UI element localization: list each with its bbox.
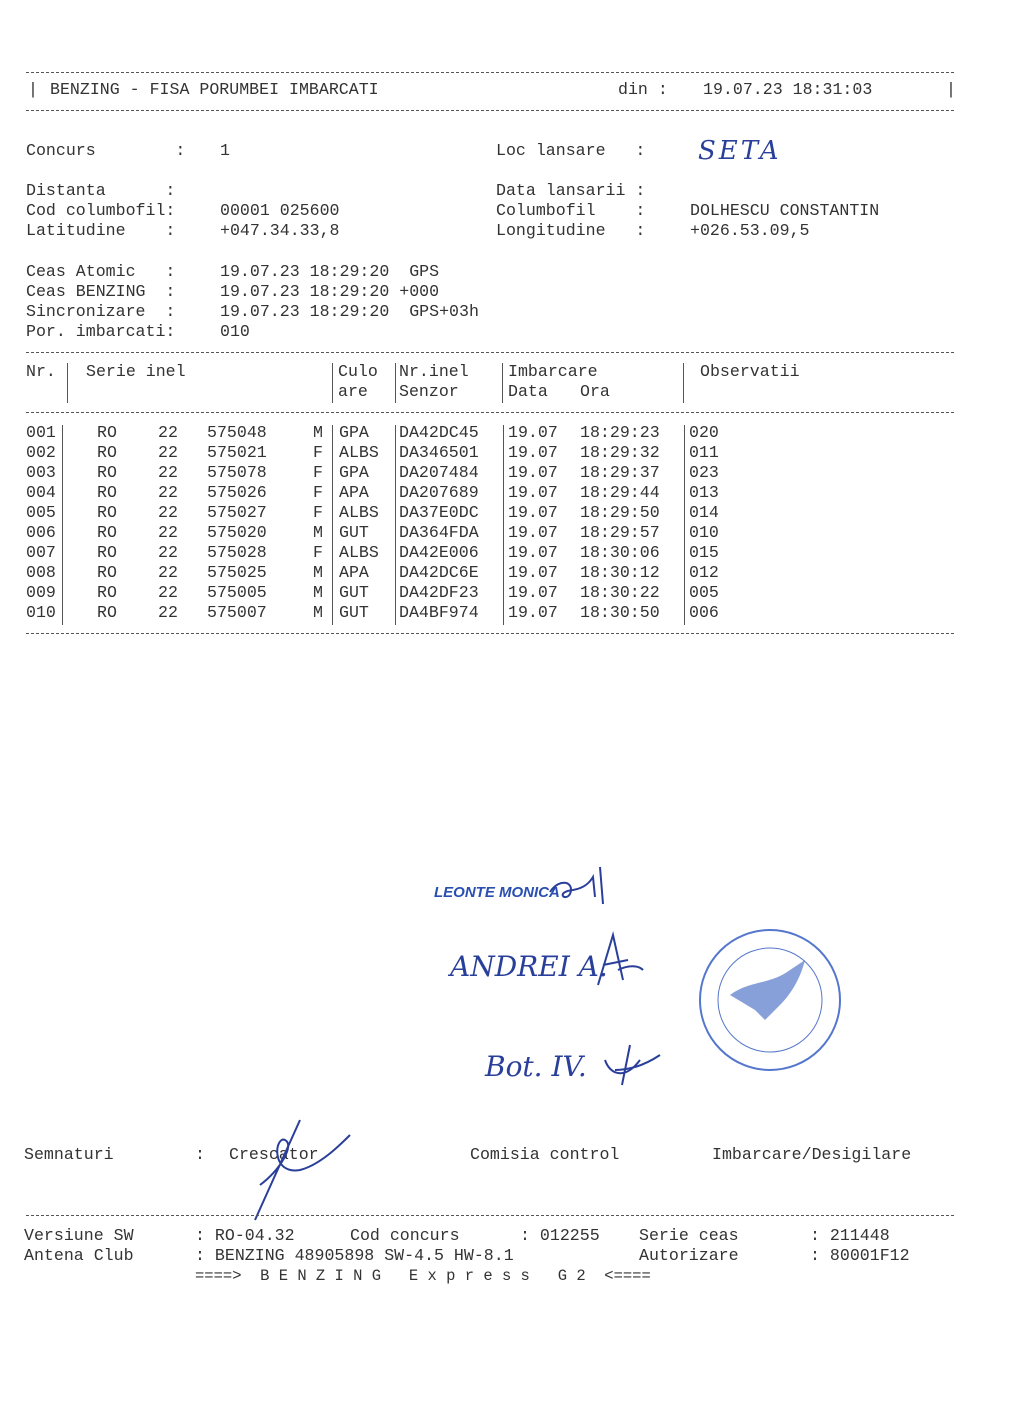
longitudine-value: +026.53.09,5 [690,221,810,240]
cell-time: 18:29:23 [580,423,660,442]
divider [26,633,954,634]
cell-nr: 003 [26,463,56,482]
cell-color: GUT [339,603,369,622]
cell-sensor: DA42E006 [399,543,479,562]
cell-country: RO [97,443,117,462]
cell-date: 19.07 [508,423,558,442]
cell-sex: M [313,603,323,622]
cell-obs: 012 [689,563,719,582]
col-culoare-2: are [338,382,368,401]
cell-color: GPA [339,423,369,442]
cell-ring: 575048 [207,423,267,442]
cell-color: APA [339,483,369,502]
header-bar-right: | [946,80,956,99]
cell-sex: M [313,523,323,542]
cell-time: 18:30:06 [580,543,660,562]
cell-sex: M [313,563,323,582]
handwritten-name-2: Bot. IV. [485,1050,587,1083]
cell-sensor: DA4BF974 [399,603,479,622]
cell-date: 19.07 [508,503,558,522]
cod-columbofil-label: Cod columbofil: [26,201,176,220]
cell-sex: M [313,583,323,602]
cell-year: 22 [158,583,178,602]
cell-country: RO [97,543,117,562]
por-imbarcati-label: Por. imbarcati: [26,322,176,341]
cell-time: 18:30:22 [580,583,660,602]
cell-date: 19.07 [508,463,558,482]
cell-country: RO [97,463,117,482]
cell-time: 18:30:50 [580,603,660,622]
header-bar-left: | [28,80,38,99]
signatures-label: Semnaturi [24,1145,114,1164]
columbofil-value: DOLHESCU CONSTANTIN [690,201,880,220]
cell-nr: 002 [26,443,56,462]
cell-color: APA [339,563,369,582]
cell-ring: 575005 [207,583,267,602]
stamp-name: LEONTE MONICA [434,884,560,901]
cell-country: RO [97,483,117,502]
cell-time: 18:30:12 [580,563,660,582]
cell-nr: 004 [26,483,56,502]
divider [62,425,63,625]
col-imbarcare: Imbarcare [508,362,598,381]
divider [26,72,954,73]
cod-concurs-label: Cod concurs [350,1226,460,1245]
cell-country: RO [97,423,117,442]
handwritten-name-1: ANDREI A. [450,950,608,983]
cell-ring: 575028 [207,543,267,562]
divider [26,1215,954,1216]
cell-year: 22 [158,543,178,562]
autorizare-label: Autorizare [639,1246,739,1265]
cell-sensor: DA42DC45 [399,423,479,442]
cell-time: 18:29:57 [580,523,660,542]
imbarcare-label: Imbarcare/Desigilare [712,1145,912,1164]
cell-year: 22 [158,483,178,502]
serie-ceas-value: : 211448 [810,1226,890,1245]
col-nr: Nr. [26,362,56,381]
cell-sex: F [313,483,323,502]
cell-time: 18:29:37 [580,463,660,482]
header-datetime: 19.07.23 18:31:03 [703,80,873,99]
latitudine-value: +047.34.33,8 [220,221,340,240]
cell-date: 19.07 [508,523,558,542]
cell-country: RO [97,563,117,582]
col-culoare-1: Culo [338,362,378,381]
cell-nr: 008 [26,563,56,582]
col-imb-ora: Ora [580,382,610,401]
cell-sex: F [313,543,323,562]
signature-1 [545,862,615,907]
col-nrinel-2: Senzor [399,382,459,401]
cell-ring: 575007 [207,603,267,622]
concurs-label: Concurs : [26,141,186,160]
divider [332,363,333,403]
col-observatii: Observatii [700,362,800,381]
crescator-signature [240,1115,360,1225]
cell-obs: 006 [689,603,719,622]
sincronizare-value: 19.07.23 18:29:20 GPS+03h [220,302,479,321]
col-imb-data: Data [508,382,548,401]
cell-sensor: DA364FDA [399,523,479,542]
cell-obs: 023 [689,463,719,482]
divider [502,363,503,403]
cell-obs: 015 [689,543,719,562]
cod-concurs-value: : 012255 [520,1226,600,1245]
ceas-atomic-label: Ceas Atomic : [26,262,176,281]
cell-nr: 007 [26,543,56,562]
por-imbarcati-value: 010 [220,322,250,341]
cell-date: 19.07 [508,543,558,562]
cell-year: 22 [158,563,178,582]
cell-color: GPA [339,463,369,482]
comisia-label: Comisia control [470,1145,620,1164]
concurs-value: 1 [220,141,230,160]
cell-country: RO [97,603,117,622]
cell-nr: 009 [26,583,56,602]
col-serie: Serie inel [86,362,186,381]
divider [684,425,685,625]
serie-ceas-label: Serie ceas [639,1226,739,1245]
cell-sensor: DA37E0DC [399,503,479,522]
divider [395,425,396,625]
cell-date: 19.07 [508,483,558,502]
cell-date: 19.07 [508,443,558,462]
data-lansarii-label: Data lansarii : [496,181,646,200]
signatures-sep: : [195,1145,205,1164]
cell-obs: 010 [689,523,719,542]
divider [26,412,954,413]
cell-nr: 001 [26,423,56,442]
ceas-benzing-value: 19.07.23 18:29:20 +000 [220,282,440,301]
cell-country: RO [97,583,117,602]
cell-date: 19.07 [508,583,558,602]
divider [26,352,954,353]
cell-date: 19.07 [508,563,558,582]
cell-ring: 575025 [207,563,267,582]
cell-country: RO [97,523,117,542]
ceas-benzing-label: Ceas BENZING : [26,282,176,301]
cod-columbofil-value: 00001 025600 [220,201,340,220]
versiune-label: Versiune SW [24,1226,134,1245]
cell-sex: F [313,463,323,482]
cell-year: 22 [158,443,178,462]
cell-color: ALBS [339,503,379,522]
cell-time: 18:29:32 [580,443,660,462]
cell-color: GUT [339,523,369,542]
loc-lansare-value: SETA [698,136,782,166]
cell-sensor: DA207689 [399,483,479,502]
cell-ring: 575021 [207,443,267,462]
cell-year: 22 [158,603,178,622]
cell-ring: 575026 [207,483,267,502]
cell-year: 22 [158,463,178,482]
cell-color: ALBS [339,543,379,562]
cell-sex: F [313,443,323,462]
cell-ring: 575020 [207,523,267,542]
footer-banner: ====> B E N Z I N G E x p r e s s G 2 <==== [195,1267,651,1285]
cell-color: ALBS [339,443,379,462]
cell-sensor: DA42DF23 [399,583,479,602]
cell-nr: 010 [26,603,56,622]
cell-date: 19.07 [508,603,558,622]
cell-obs: 013 [689,483,719,502]
divider [503,425,504,625]
divider [395,363,396,403]
antena-value: : BENZING 48905898 SW-4.5 HW-8.1 [195,1246,514,1265]
cell-sex: F [313,503,323,522]
divider [67,363,68,403]
crescator-label: Crescator [229,1145,319,1164]
cell-ring: 575027 [207,503,267,522]
cell-year: 22 [158,523,178,542]
sincronizare-label: Sincronizare : [26,302,176,321]
cell-obs: 014 [689,503,719,522]
cell-obs: 005 [689,583,719,602]
longitudine-label: Longitudine : [496,221,646,240]
cell-nr: 005 [26,503,56,522]
antena-label: Antena Club [24,1246,134,1265]
cell-sensor: DA346501 [399,443,479,462]
cell-sensor: DA42DC6E [399,563,479,582]
distanta-label: Distanta : [26,181,176,200]
header-date-label: din : [618,80,668,99]
columbofil-label: Columbofil : [496,201,646,220]
cell-sensor: DA207484 [399,463,479,482]
cell-time: 18:29:50 [580,503,660,522]
versiune-value: : RO-04.32 [195,1226,295,1245]
col-nrinel-1: Nr.inel [399,362,469,381]
cell-country: RO [97,503,117,522]
cell-time: 18:29:44 [580,483,660,502]
divider [683,363,684,403]
loc-lansare-label: Loc lansare : [496,141,646,160]
seal-stamp [695,925,845,1075]
cell-year: 22 [158,423,178,442]
cell-nr: 006 [26,523,56,542]
cell-sex: M [313,423,323,442]
latitudine-label: Latitudine : [26,221,176,240]
cell-year: 22 [158,503,178,522]
cell-obs: 020 [689,423,719,442]
cell-obs: 011 [689,443,719,462]
document-title: BENZING - FISA PORUMBEI IMBARCATI [50,80,379,99]
cell-color: GUT [339,583,369,602]
divider [332,425,333,625]
signature-3 [600,1040,670,1090]
divider [26,110,954,111]
autorizare-value: : 80001F12 [810,1246,910,1265]
signature-2 [588,930,648,990]
cell-ring: 575078 [207,463,267,482]
ceas-atomic-value: 19.07.23 18:29:20 GPS [220,262,440,281]
